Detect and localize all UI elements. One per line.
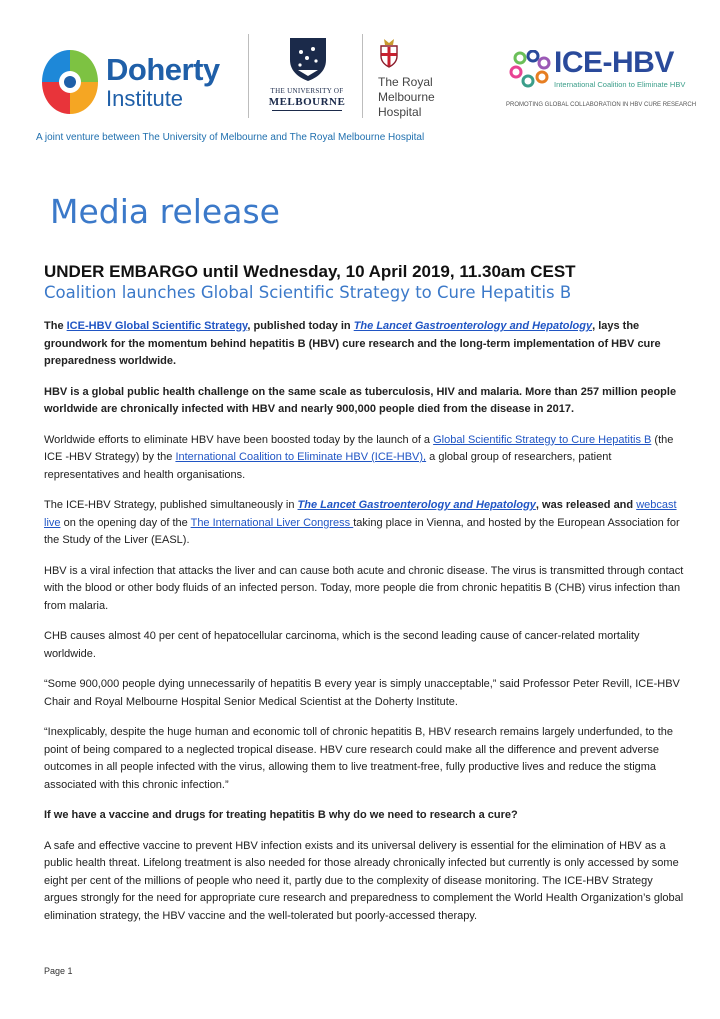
liver-congress-link[interactable]: The International Liver Congress [190, 516, 354, 529]
text-span: a global group of researchers, patient representatives and health organisations. [44, 451, 612, 481]
ice-hbv-ring-icon [508, 50, 552, 88]
text-span: The ICE-HBV Strategy, published simultaneously in [44, 499, 298, 511]
text-span: (the ICE -HBV Strategy) by the [44, 433, 674, 463]
paragraph-published [44, 497, 684, 550]
paragraph-quote-2: “Inexplicably, despite the huge human and economic toll of chronic hepatitis B, HBV research remains largely underfunded, to the point of being compared to a neglected tropical disease. HBV cure research could make all the difference and prevent adverse outcomes in all people infected with the virus, allowing them to live treatment-free, fully productive lives and reduce the stigma associated with this chronic infection.” [44, 726, 673, 791]
ice-hbv-logo [506, 46, 697, 114]
logo-divider [362, 34, 363, 118]
logo-divider [248, 34, 249, 118]
rmh-crest-icon [378, 38, 400, 68]
uom-line2: MELBOURNE [268, 96, 346, 108]
text-span: Worldwide efforts to eliminate HBV have been boosted today by the launch of a [44, 433, 434, 446]
paragraph-quote-1: “Some 900,000 people dying unnecessarily of hepatitis B every year is simply unacceptable,” said Professor Peter Revill, ICE-HBV Chair and Royal Melbourne Hospital Senior Medical Scientist at the Doherty Institute. [44, 678, 680, 708]
release-body [44, 318, 684, 938]
paragraph-launch [44, 432, 684, 485]
university-of-melbourne-logo [268, 36, 346, 118]
rmh-line1: The Royal [378, 75, 433, 89]
text-span: , published today in [247, 320, 354, 332]
embargo-line: UNDER EMBARGO until Wednesday, 10 April 2019, 11.30am CEST [44, 262, 576, 281]
media-release-title: Media release [50, 192, 280, 231]
ice-hbv-wordmark: ICE-HBV [554, 46, 674, 79]
doherty-institute-logo [38, 46, 238, 120]
page-number: Page 1 [44, 966, 73, 976]
text-span: on the opening day of the [60, 516, 191, 529]
ice-hbv-link[interactable]: International Coalition to Eliminate HBV (ICE-HBV), [175, 451, 427, 463]
subheading-question: If we have a vaccine and drugs for treating hepatitis B why do we need to research a cure? [44, 809, 518, 821]
paragraph-vaccine: A safe and effective vaccine to prevent HBV infection exists and its universal delivery is essential for the elimination of HBV as a public health threat. Lifelong treatment is also needed for those already chronically infected but currently is only accessed by some eight per cent of the millions of people who need it, partly due to the complexity of disease monitoring. The ICE-HBV Strategy argues strongly for the need for appropriate cure research and preparedness to complement the World Health Organization’s global elimination strategy, the HBV vaccine and the well-tolerated but poorly-accessed therapy. [44, 839, 684, 922]
paragraph-virus: HBV is a viral infection that attacks the liver and can cause both acute and chronic disease. The virus is transmitted through contact with the blood or other body fluids of an infected person. Today, more people die from chronic hepatitis B (CHB) virus infection than from malaria. [44, 564, 684, 612]
rmh-line2: Melbourne [378, 90, 435, 104]
institute-wordmark: Institute [106, 86, 184, 111]
royal-melbourne-hospital-logo [374, 38, 474, 118]
text-span: , was released and [535, 499, 637, 511]
text-span: taking place in Vienna, and hosted by the European Association for the Study of the Liver (EASL). [44, 516, 680, 546]
release-headline: Coalition launches Global Scientific Strategy to Cure Hepatitis B [44, 283, 572, 302]
rmh-line3: Hospital [378, 105, 422, 119]
paragraph-lead [44, 318, 684, 371]
text-span: , lays the groundwork for the momentum behind hepatitis B (HBV) cure research and the long-term implementation of HBV cure preparedness worldwide. [44, 320, 661, 367]
lancet-link-2[interactable]: The Lancet Gastroenterology and Hepatology [297, 499, 536, 511]
doherty-emblem-icon [38, 46, 102, 118]
global-strategy-link[interactable]: Global Scientific Strategy to Cure Hepatitis B [433, 433, 652, 446]
uom-line1: THE UNIVERSITY OF [270, 87, 344, 95]
paragraph-chb: CHB causes almost 40 per cent of hepatocellular carcinoma, which is the second leading cause of cancer-related mortality worldwide. [44, 630, 640, 660]
lancet-link[interactable]: The Lancet Gastroenterology and Hepatology [353, 320, 593, 332]
webcast-link[interactable]: webcast live [44, 499, 677, 529]
paragraph-burden: HBV is a global public health challenge on the same scale as tuberculosis, HIV and malaria. More than 257 million people worldwide are chronically infected with HBV and nearly 900,000 people died from the disease in 2017. [44, 385, 677, 415]
uom-crest-icon [288, 36, 328, 82]
doherty-wordmark: Doherty [106, 52, 220, 87]
strategy-link[interactable]: ICE-HBV Global Scientific Strategy [66, 320, 248, 332]
uom-underline [272, 110, 342, 111]
joint-venture-line: A joint venture between The University of Melbourne and The Royal Melbourne Hospital [36, 132, 425, 143]
letterhead [0, 0, 720, 160]
text-span: The [44, 320, 67, 332]
ice-hbv-tagline: PROMOTING GLOBAL COLLABORATION IN HBV CURE RESEARCH [506, 102, 697, 108]
ice-hbv-subtitle: International Coalition to Eliminate HBV [554, 80, 686, 89]
